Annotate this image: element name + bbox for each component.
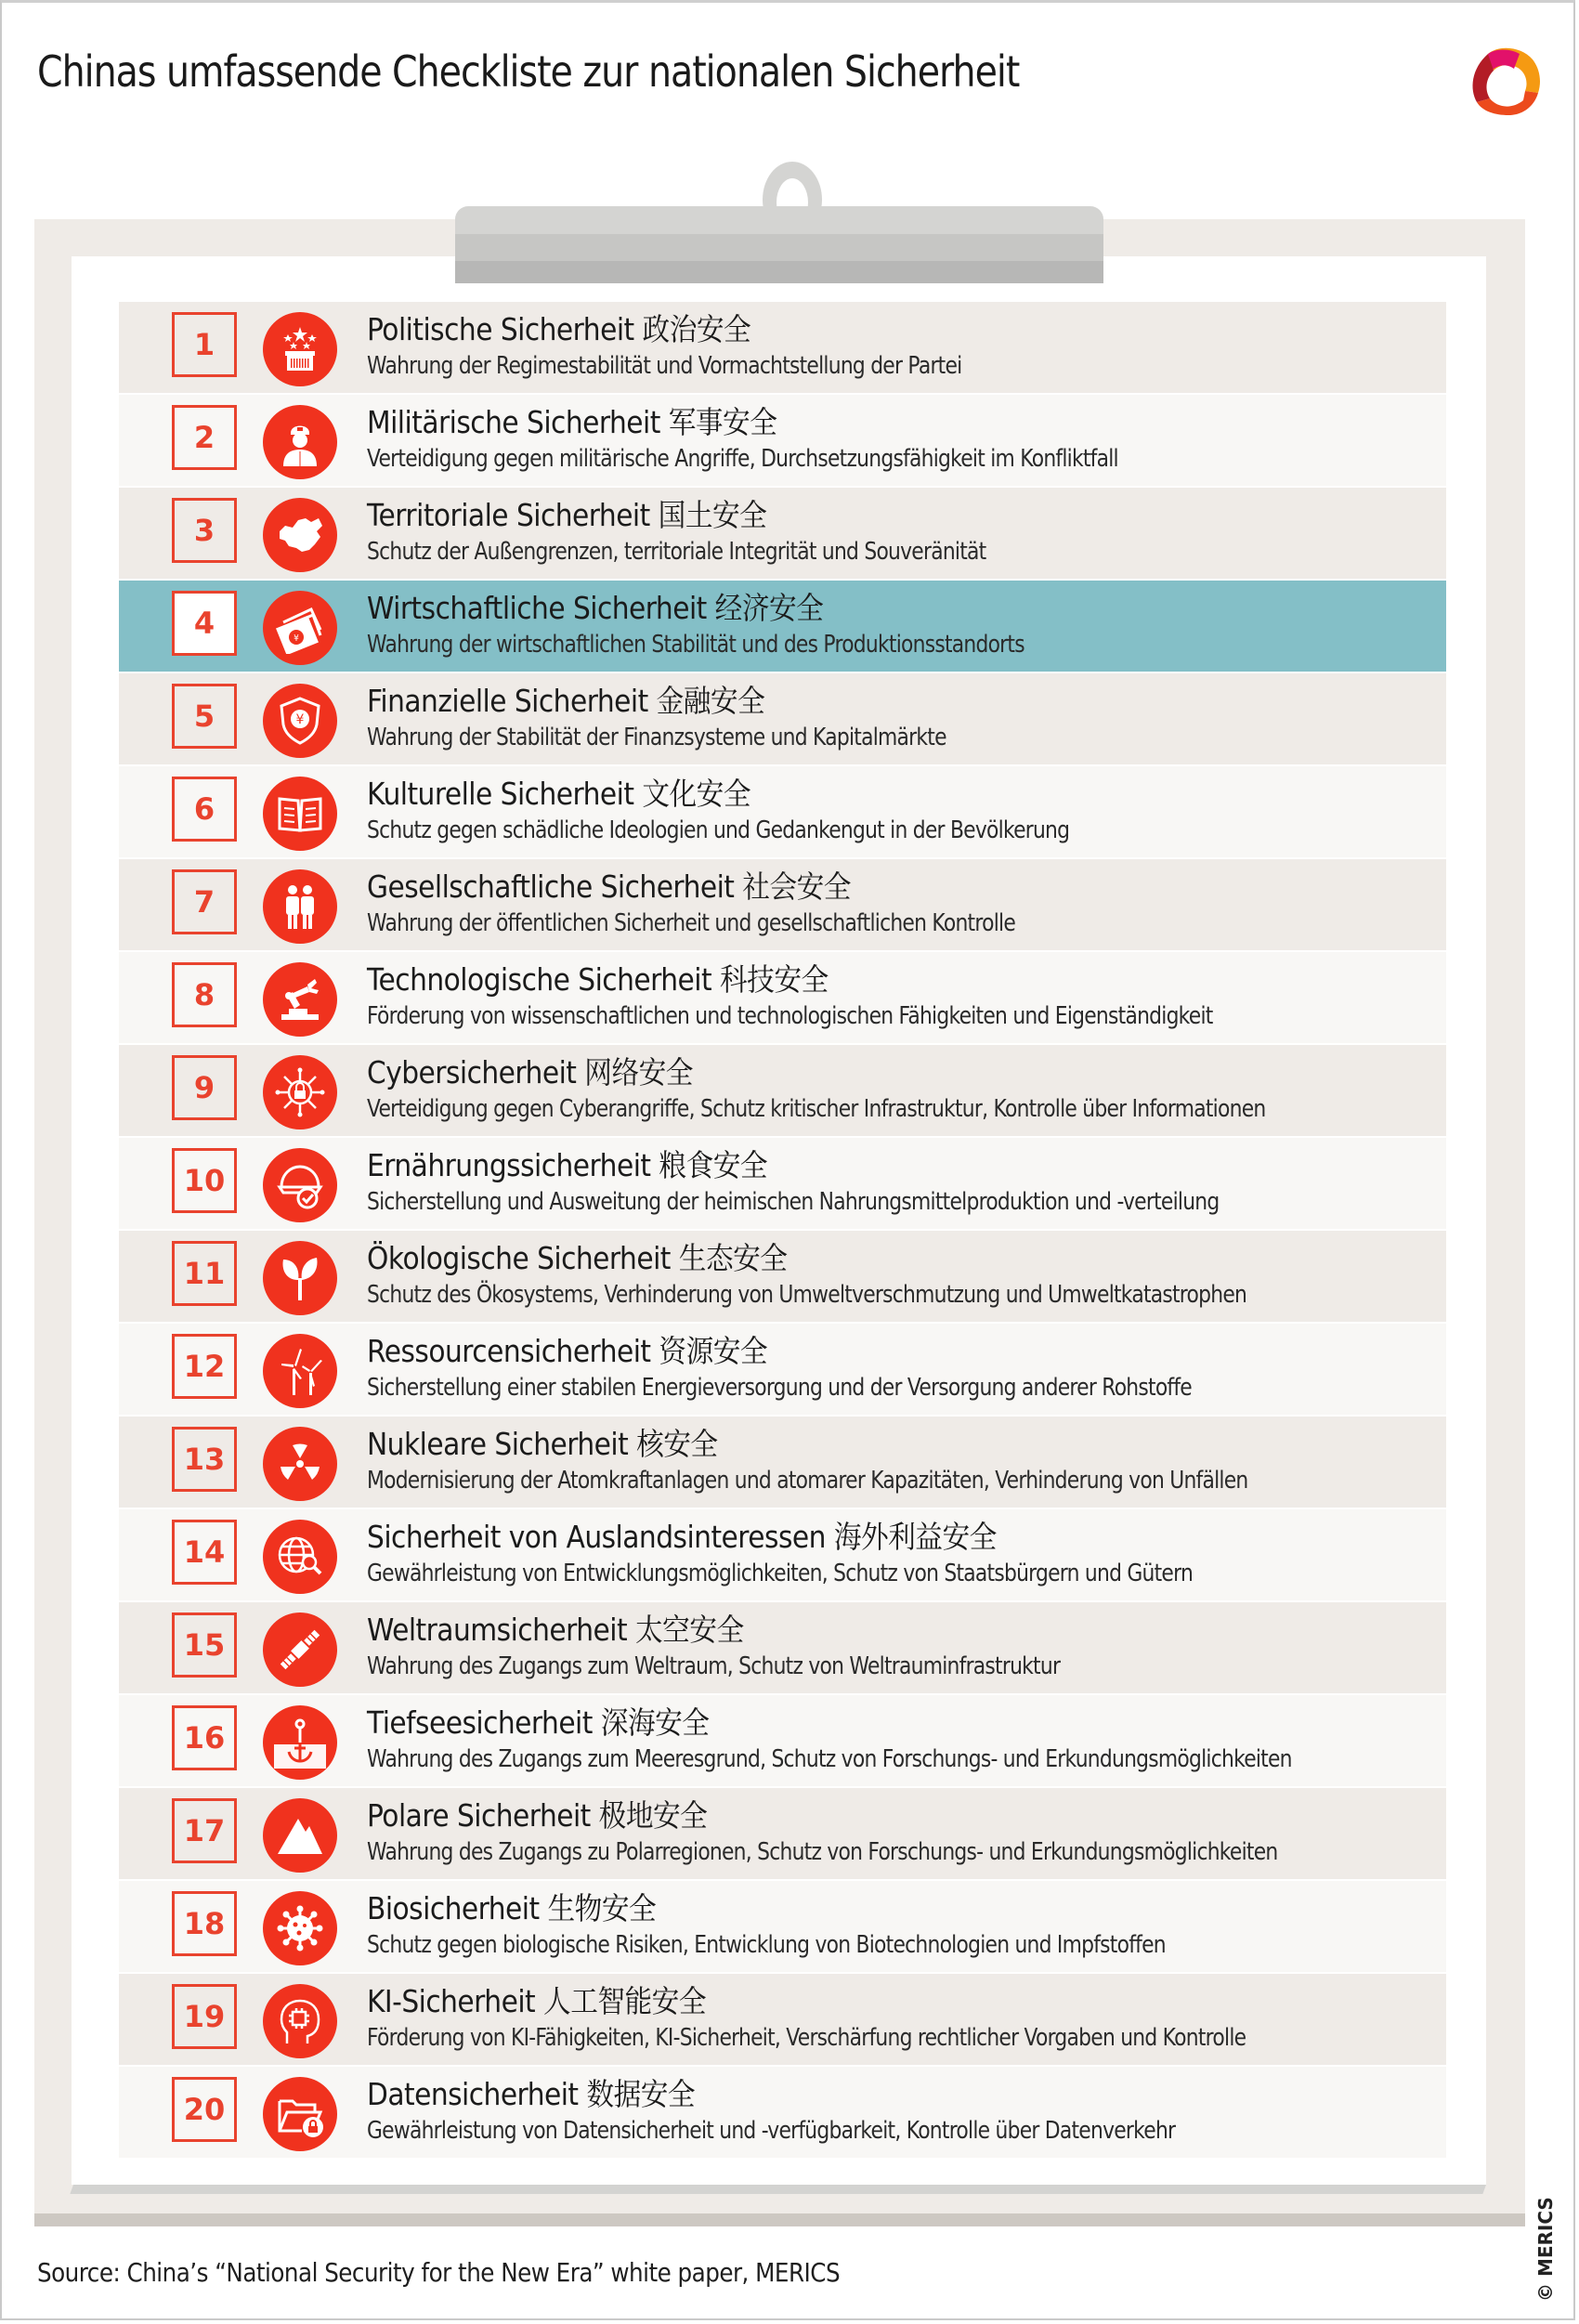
security-checklist: [119, 302, 1446, 2160]
item-number: 11: [172, 1241, 237, 1306]
list-item-economic-security: [119, 581, 1446, 672]
svg-text:¥: ¥: [294, 633, 299, 644]
list-item-territorial-security: [119, 488, 1446, 579]
page-title: Chinas umfassende Checkliste zur nationalen Sicherheit: [37, 46, 1020, 97]
item-number: 12: [172, 1334, 237, 1399]
list-item-ecological-security: [119, 1231, 1446, 1322]
item-description: Schutz der Außengrenzen, territoriale Integrität und Souveränität: [367, 538, 986, 566]
yuan-money-icon: [263, 591, 337, 665]
clipboard-clip: [455, 206, 1103, 283]
item-number: 6: [172, 777, 237, 842]
item-title: Gesellschaftliche Sicherheit 社会安全: [367, 868, 851, 905]
item-title: Militärische Sicherheit 军事安全: [367, 404, 777, 440]
item-title: Datensicherheit 数据安全: [367, 2076, 696, 2112]
radiation-icon: [263, 1427, 337, 1501]
list-item-food-security: [119, 1138, 1446, 1229]
item-number: 14: [172, 1520, 237, 1585]
item-description: Schutz gegen biologische Risiken, Entwicklung von Biotechnologien und Impfstoffen: [367, 1931, 1166, 1959]
source-note: Source: China’s “National Security for the New Era” white paper, MERICS: [37, 2257, 841, 2288]
anchor-icon: [263, 1705, 337, 1780]
item-number: 2: [172, 405, 237, 470]
item-description: Wahrung des Zugangs zu Polarregionen, Schutz von Forschungs- und Erkundungsmöglichkeiten: [367, 1838, 1278, 1866]
cyber-lock-icon: [263, 1055, 337, 1129]
yuan-shield-icon: [263, 684, 337, 758]
list-item-bio-security: [119, 1881, 1446, 1972]
clipboard-board-edge: [34, 2213, 1525, 2226]
item-number: 5: [172, 684, 237, 749]
item-title: Cybersicherheit 网络安全: [367, 1054, 693, 1090]
list-item-ai-security: [119, 1974, 1446, 2065]
item-number: 10: [172, 1148, 237, 1213]
plant-icon: [263, 1241, 337, 1315]
item-title: Ernährungssicherheit 粮食安全: [367, 1147, 768, 1183]
food-check-icon: [263, 1148, 337, 1222]
list-item-cyber-security: [119, 1045, 1446, 1136]
item-title: Politische Sicherheit 政治安全: [367, 311, 751, 347]
mountain-icon: [263, 1798, 337, 1873]
item-number: 4: [172, 591, 237, 656]
wind-turbine-icon: [263, 1334, 337, 1408]
item-title: Biosicherheit 生物安全: [367, 1890, 657, 1926]
merics-logo-icon: [1468, 41, 1544, 119]
item-number: 18: [172, 1891, 237, 1956]
list-item-polar-security: [119, 1788, 1446, 1879]
item-title: Tiefseesicherheit 深海安全: [367, 1704, 710, 1741]
people-icon: [263, 869, 337, 944]
list-item-space-security: [119, 1602, 1446, 1693]
item-description: Wahrung der öffentlichen Sicherheit und gesellschaftlichen Kontrolle: [367, 909, 1016, 937]
item-number: 9: [172, 1055, 237, 1120]
list-item-cultural-security: [119, 766, 1446, 857]
paper-shadow: [70, 2185, 1486, 2194]
item-title: KI-Sicherheit 人工智能安全: [367, 1983, 707, 2019]
list-item-overseas-interests-security: [119, 1509, 1446, 1600]
item-description: Schutz des Ökosystems, Verhinderung von Umweltverschmutzung und Umweltkatastrophen: [367, 1281, 1247, 1309]
item-title: Polare Sicherheit 极地安全: [367, 1797, 708, 1834]
item-description: Verteidigung gegen militärische Angriffe, Durchsetzungsfähigkeit im Konfliktfall: [367, 445, 1118, 473]
item-description: Modernisierung der Atomkraftanlagen und atomarer Kapazitäten, Verhinderung von Unfällen: [367, 1467, 1248, 1495]
item-title: Finanzielle Sicherheit 金融安全: [367, 683, 765, 719]
list-item-data-security: [119, 2067, 1446, 2158]
globe-search-icon: [263, 1520, 337, 1594]
china-map-icon: [263, 498, 337, 572]
book-icon: [263, 777, 337, 851]
item-number: 7: [172, 869, 237, 934]
item-description: Förderung von wissenschaftlichen und technologischen Fähigkeiten und Eigenständigkeit: [367, 1002, 1213, 1030]
item-description: Wahrung der Stabilität der Finanzsysteme und Kapitalmärkte: [367, 724, 946, 751]
item-description: Gewährleistung von Datensicherheit und -verfügbarkeit, Kontrolle über Datenverkehr: [367, 2117, 1176, 2145]
item-description: Sicherstellung und Ausweitung der heimischen Nahrungsmittelproduktion und -verteilung: [367, 1188, 1220, 1216]
item-description: Sicherstellung einer stabilen Energieversorgung und der Versorgung anderer Rohstoffe: [367, 1374, 1192, 1402]
list-item-military-security: [119, 395, 1446, 486]
folder-lock-icon: [263, 2077, 337, 2151]
list-item-nuclear-security: [119, 1417, 1446, 1508]
item-number: 16: [172, 1705, 237, 1770]
item-description: Wahrung der Regimestabilität und Vormachtstellung der Partei: [367, 352, 962, 380]
virus-icon: [263, 1891, 337, 1965]
copyright-note: © MERICS: [1534, 2197, 1557, 2302]
robot-arm-icon: [263, 962, 337, 1037]
item-number: 13: [172, 1427, 237, 1492]
item-title: Kulturelle Sicherheit 文化安全: [367, 776, 751, 812]
item-description: Wahrung der wirtschaftlichen Stabilität und des Produktionsstandorts: [367, 631, 1024, 659]
item-description: Gewährleistung von Entwicklungsmöglichkeiten, Schutz von Staatsbürgern und Gütern: [367, 1560, 1194, 1587]
item-number: 8: [172, 962, 237, 1027]
item-number: 1: [172, 312, 237, 377]
list-item-deep-sea-security: [119, 1695, 1446, 1786]
item-number: 19: [172, 1984, 237, 2049]
ai-head-icon: [263, 1984, 337, 2058]
item-description: Schutz gegen schädliche Ideologien und Gedankengut in der Bevölkerung: [367, 816, 1070, 844]
svg-text:¥: ¥: [295, 712, 305, 727]
satellite-icon: [263, 1612, 337, 1687]
list-item-social-security: [119, 859, 1446, 950]
item-title: Technologische Sicherheit 科技安全: [367, 961, 829, 998]
item-title: Ökologische Sicherheit 生态安全: [367, 1240, 788, 1276]
item-description: Wahrung des Zugangs zum Meeresgrund, Schutz von Forschungs- und Erkundungsmöglichkeiten: [367, 1745, 1292, 1773]
list-item-technological-security: [119, 952, 1446, 1043]
item-description: Wahrung des Zugangs zum Weltraum, Schutz von Weltrauminfrastruktur: [367, 1652, 1061, 1680]
item-title: Territoriale Sicherheit 国土安全: [367, 497, 767, 533]
item-description: Förderung von KI-Fähigkeiten, KI-Sicherheit, Verschärfung rechtlicher Vorgaben und Kontrolle: [367, 2024, 1246, 2052]
item-number: 17: [172, 1798, 237, 1863]
item-title: Sicherheit von Auslandsinteressen 海外利益安全: [367, 1519, 997, 1555]
item-number: 3: [172, 498, 237, 563]
item-number: 20: [172, 2077, 237, 2142]
soldier-icon: [263, 405, 337, 479]
item-description: Verteidigung gegen Cyberangriffe, Schutz kritischer Infrastruktur, Kontrolle über Informationen: [367, 1095, 1266, 1123]
item-title: Ressourcensicherheit 资源安全: [367, 1333, 768, 1369]
party-stars-icon: [263, 312, 337, 386]
list-item-resource-security: [119, 1324, 1446, 1415]
list-item-financial-security: [119, 673, 1446, 764]
item-title: Weltraumsicherheit 太空安全: [367, 1612, 744, 1648]
list-item-political-security: [119, 302, 1446, 393]
item-title: Wirtschaftliche Sicherheit 经济安全: [367, 590, 824, 626]
item-number: 15: [172, 1612, 237, 1678]
item-title: Nukleare Sicherheit 核安全: [367, 1426, 718, 1462]
